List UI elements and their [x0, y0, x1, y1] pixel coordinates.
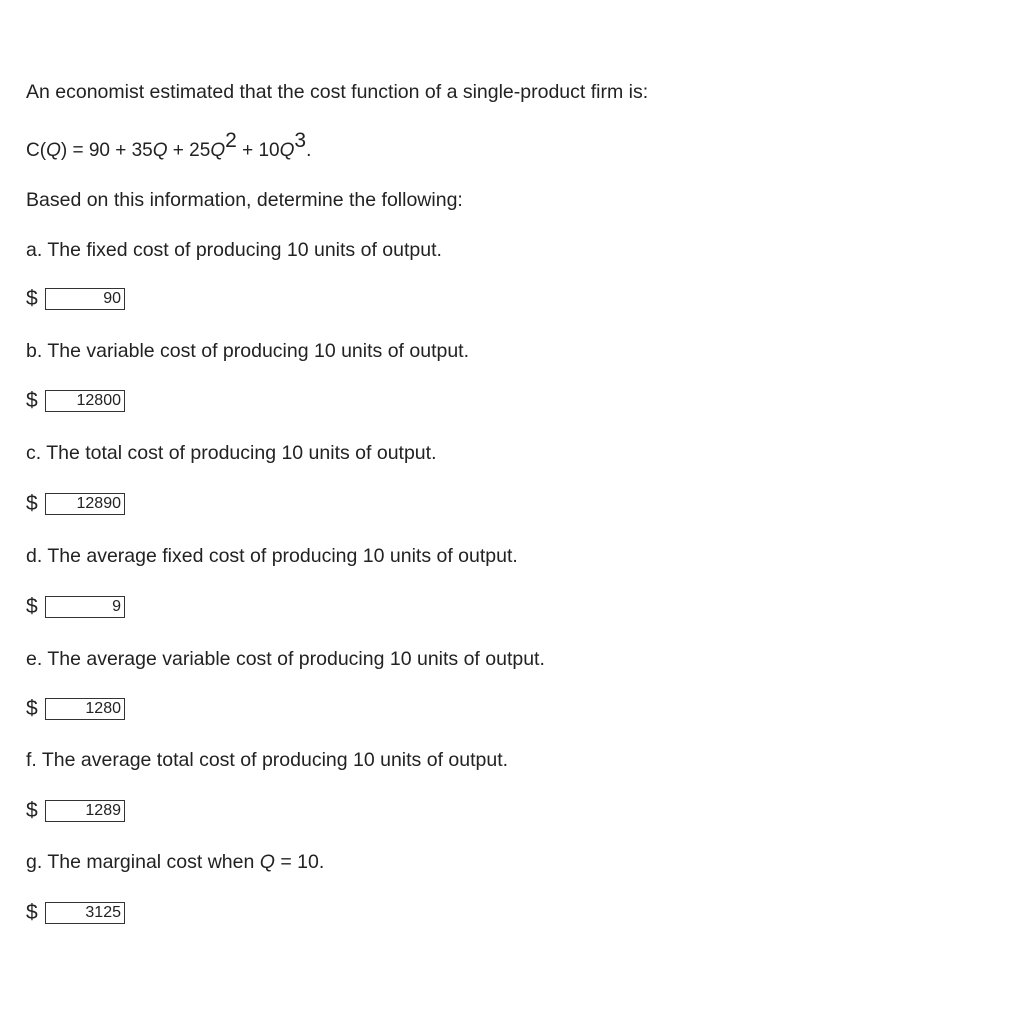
dollar-sign: $ [26, 492, 38, 515]
question-a-label: a. The fixed cost of producing 10 units of output. [26, 239, 442, 261]
cost-function-formula: C(Q) = 90 + 35Q + 25Q2 + 10Q3. [26, 129, 312, 161]
dollar-sign: $ [26, 287, 38, 310]
dollar-sign: $ [26, 799, 38, 822]
answer-f-input[interactable]: 1289 [45, 800, 125, 822]
dollar-sign: $ [26, 901, 38, 924]
answer-a-input[interactable]: 90 [45, 288, 125, 310]
dollar-sign: $ [26, 595, 38, 618]
answer-c-input[interactable]: 12890 [45, 493, 125, 515]
question-d-label: d. The average fixed cost of producing 10 units of output. [26, 545, 518, 567]
dollar-sign: $ [26, 389, 38, 412]
question-g-label: g. The marginal cost when Q = 10. [26, 851, 325, 873]
answer-e-input[interactable]: 1280 [45, 698, 125, 720]
dollar-sign: $ [26, 697, 38, 720]
instruction-text: Based on this information, determine the following: [26, 189, 463, 211]
intro-text: An economist estimated that the cost function of a single-product firm is: [26, 81, 649, 103]
answer-b-input[interactable]: 12800 [45, 390, 125, 412]
answer-d-input[interactable]: 9 [45, 596, 125, 618]
question-b-label: b. The variable cost of producing 10 units of output. [26, 340, 470, 362]
question-c-label: c. The total cost of producing 10 units of output. [26, 442, 437, 464]
question-e-label: e. The average variable cost of producing 10 units of output. [26, 648, 545, 670]
answer-g-input[interactable]: 3125 [45, 902, 125, 924]
question-f-label: f. The average total cost of producing 10 units of output. [26, 749, 509, 771]
